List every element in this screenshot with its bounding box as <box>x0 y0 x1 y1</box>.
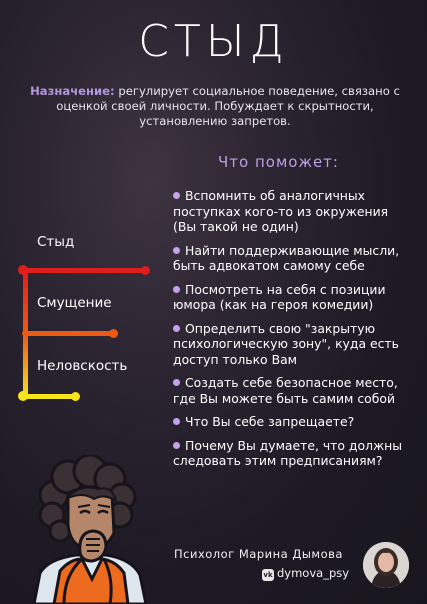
author-signature: Психолог Марина Дымова <box>174 547 343 561</box>
social-handle-text: dymova_psy <box>277 566 350 580</box>
social-handle[interactable] <box>262 566 349 581</box>
scale-vertical-red <box>23 270 28 334</box>
tip-text: Определить свою "закрытую психологическую зону", куда есть доступ только Вам <box>173 320 399 367</box>
tip-item <box>166 375 411 406</box>
scale-middle-line <box>22 331 114 336</box>
scale-bottom-dot <box>18 391 28 401</box>
scale-bottom-line <box>22 394 76 399</box>
bullet-icon <box>173 247 180 254</box>
tips-list <box>166 188 411 477</box>
bullet-icon <box>173 286 180 293</box>
purpose-body: регулирует социальное поведение, связано с оценкой своей личности. Побуждает к скрытности, установлению запретов. <box>56 84 400 128</box>
scale-level-embarrassment: Смущение <box>37 295 112 311</box>
author-avatar <box>363 542 409 588</box>
scale-level-shame: Стыд <box>37 234 75 250</box>
tip-text: Почему Вы думаете, что должны следовать этим предписаниям? <box>173 437 403 468</box>
page-title: СТЫД <box>138 16 289 67</box>
tip-item <box>166 438 411 469</box>
tip-text: Вспомнить об аналогичных поступках кого-то из окружения (Вы такой не один) <box>173 188 389 234</box>
help-title: Что поможет: <box>218 153 339 171</box>
tip-item <box>166 321 411 368</box>
bullet-icon <box>173 442 180 449</box>
bullet-icon <box>173 379 180 386</box>
tip-item <box>166 188 411 235</box>
scale-top-line <box>22 268 148 273</box>
purpose-text <box>30 84 400 129</box>
bullet-icon <box>173 418 180 425</box>
shy-person-illustration <box>24 455 154 604</box>
tip-item <box>166 414 411 430</box>
purpose-label: Назначение: <box>30 84 115 98</box>
bullet-icon <box>173 192 180 199</box>
tip-item <box>166 243 411 274</box>
scale-vertical-yellow <box>23 334 28 398</box>
scale-bottom-end-dot <box>71 392 80 401</box>
tip-text: Создать себе безопасное место, где Вы можете быть самим собой <box>173 375 398 406</box>
scale-level-awkwardness: Неловскость <box>37 358 128 374</box>
tip-text: Что Вы себе запрещаете? <box>185 414 355 429</box>
scale-top-end-dot <box>141 266 150 275</box>
bullet-icon <box>173 325 180 332</box>
tip-text: Посмотреть на себя с позиции юмора (как на героя комедии) <box>173 281 386 312</box>
tip-text: Найти поддерживающие мысли, быть адвокатом самому себе <box>173 242 400 273</box>
scale-middle-end-dot <box>109 329 118 338</box>
tip-item <box>166 282 411 313</box>
vk-icon: vk <box>263 571 273 579</box>
